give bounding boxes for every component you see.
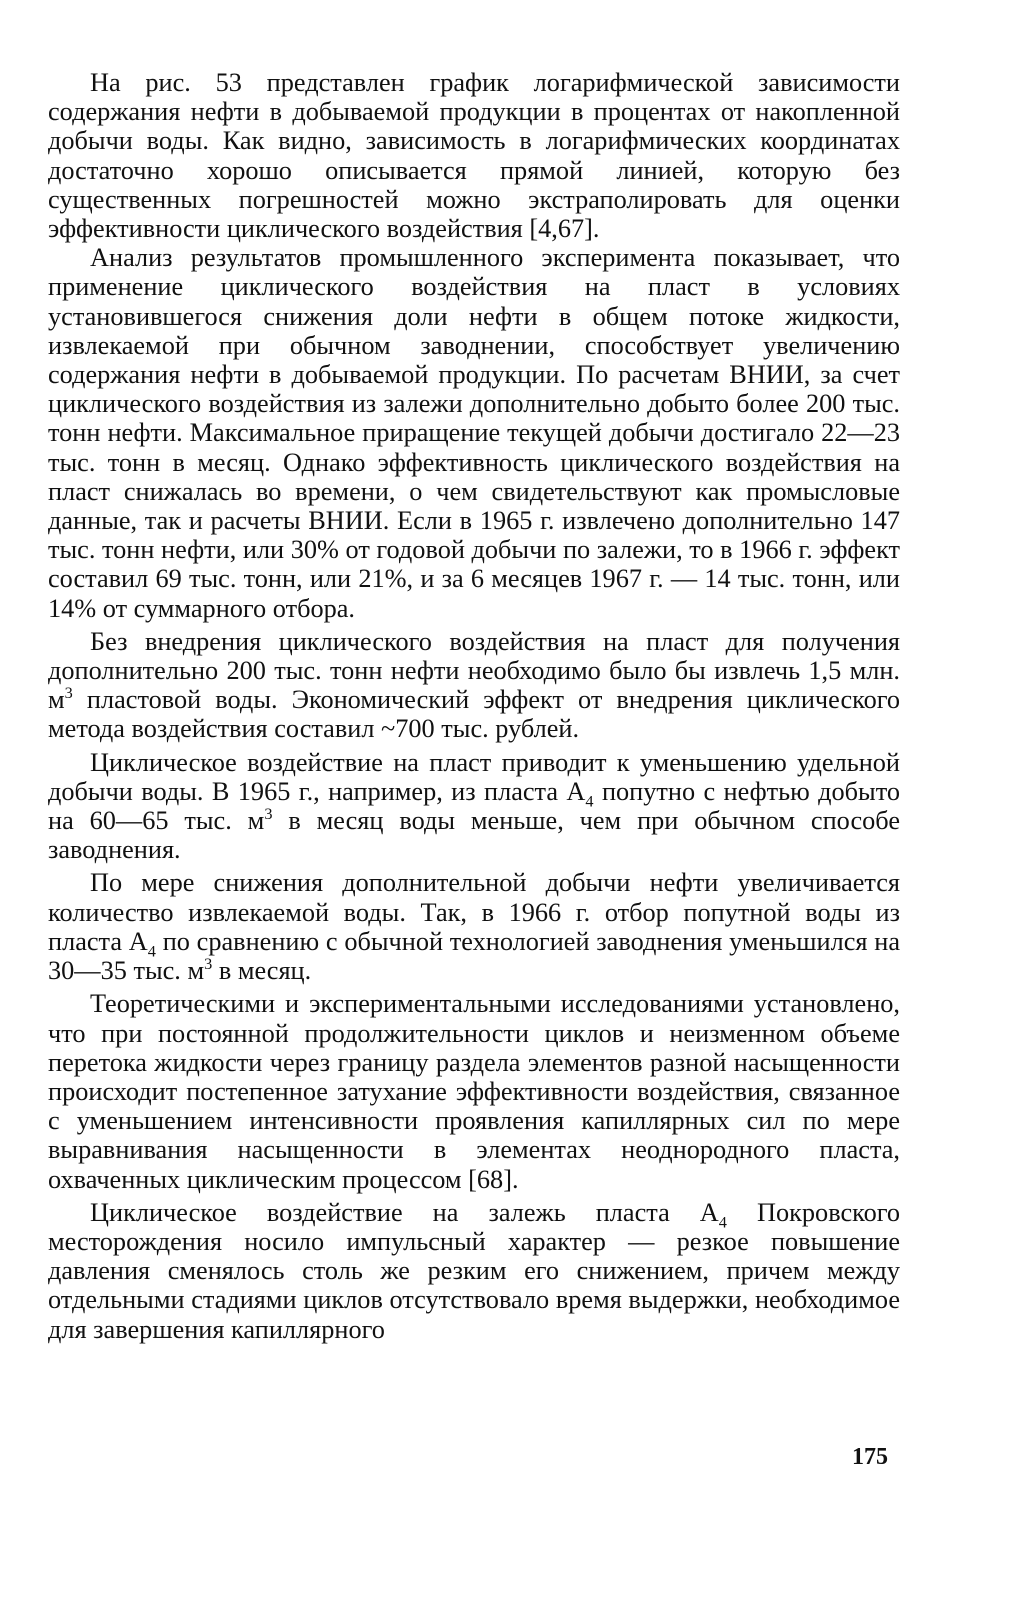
paragraph-7-text-a: Циклическое воздействие на залежь пласта А — [90, 1197, 719, 1227]
paragraph-1: На рис. 53 представлен график логарифмической зависимости содержания нефти в добываемой продукции в процентах от накопленной добычи воды. Как видно, зависимость в логарифмических координатах достаточно хорошо описывается прямой линией, которую без существенных погрешностей можно экстраполировать для оценки эффективности циклического воздействия [4,67]. — [48, 68, 900, 244]
subscript: 4 — [147, 941, 156, 961]
paragraph-4-text-c: в месяц воды меньше, чем при обычном способе заводнения. — [48, 806, 900, 865]
page-number: 175 — [852, 1444, 888, 1470]
body-text — [48, 68, 900, 1344]
superscript: 3 — [64, 683, 73, 703]
paragraph-3 — [48, 627, 900, 744]
paragraph-6: Теоретическими и экспериментальными исследованиями установлено, что при постоянной продолжительности циклов и неизменном объеме перетока жидкости через границу раздела элементов разной насыщенности происходит постепенное затухание эффективности воздействия, связанное с уменьшением интенсивности проявления капиллярных сил по мере выравнивания насыщенности в элементах неоднородного пласта, охваченных циклическим процессом [68]. — [48, 989, 900, 1194]
page-body — [48, 68, 900, 1344]
paragraph-3-text-a: Без внедрения циклического воздействия на пласт для получения дополнительно 200 тыс. тонн нефти необходимо было бы извлечь 1,5 млн. м — [48, 626, 900, 715]
subscript: 4 — [585, 791, 594, 811]
subscript: 4 — [718, 1211, 727, 1231]
superscript: 3 — [264, 804, 273, 824]
paragraph-2: Анализ результатов промышленного эксперимента показывает, что применение циклического воздействия на пласт в условиях установившегося снижения доли нефти в общем потоке жидкости, извлекаемой при обычном заводнении, способствует увеличению содержания нефти в добываемой продукции. По расчетам ВНИИ, за счет циклического воздействия из залежи дополнительно добыто более 200 тыс. тонн нефти. Максимальное приращение текущей добычи достигало 22—23 тыс. тонн в месяц. Однако эффективность циклического воздействия на пласт снижалась во времени, о чем свидетельствуют как промысловые данные, так и расчеты ВНИИ. Если в 1965 г. извлечено дополнительно 147 тыс. тонн нефти, или 30% от годовой добычи по залежи, то в 1966 г. эффект составил 69 тыс. тонн, или 21%, и за 6 месяцев 1967 г. — 14 тыс. тонн, или 14% от суммарного отбора. — [48, 243, 900, 623]
paragraph-3-text-b: пластовой воды. Экономический эффект от внедрения циклического метода воздействия составил ~700 тыс. рублей. — [48, 685, 900, 744]
paragraph-4 — [48, 748, 900, 865]
paragraph-5-text-c: в месяц. — [212, 956, 312, 986]
paragraph-5-text-b: по сравнению с обычной технологией заводнения уменьшился на 30—35 тыс. м — [48, 926, 900, 986]
paragraph-4-text-a: Циклическое воздействие на пласт приводит к уменьшению удельной добычи воды. В 1965 г., например, из пласта А — [48, 747, 900, 806]
paragraph-5-text-a: По мере снижения дополнительной добычи нефти увеличивается количество извлекаемой воды. Так, в 1966 г. отбор попутной воды из пласта А — [48, 868, 900, 956]
paragraph-7 — [48, 1198, 900, 1344]
paragraph-5 — [48, 868, 900, 985]
superscript: 3 — [204, 954, 213, 974]
paragraph-4-text-b: попутно с нефтью добыто на 60—65 тыс. м — [48, 776, 901, 836]
paragraph-7-text-b: Покровского месторождения носило импульсный характер — резкое повышение давления сменялось столь же резким его снижением, причем между отдельными стадиями циклов отсутствовало время выдержки, необходимое для завершения капиллярного — [48, 1197, 901, 1344]
